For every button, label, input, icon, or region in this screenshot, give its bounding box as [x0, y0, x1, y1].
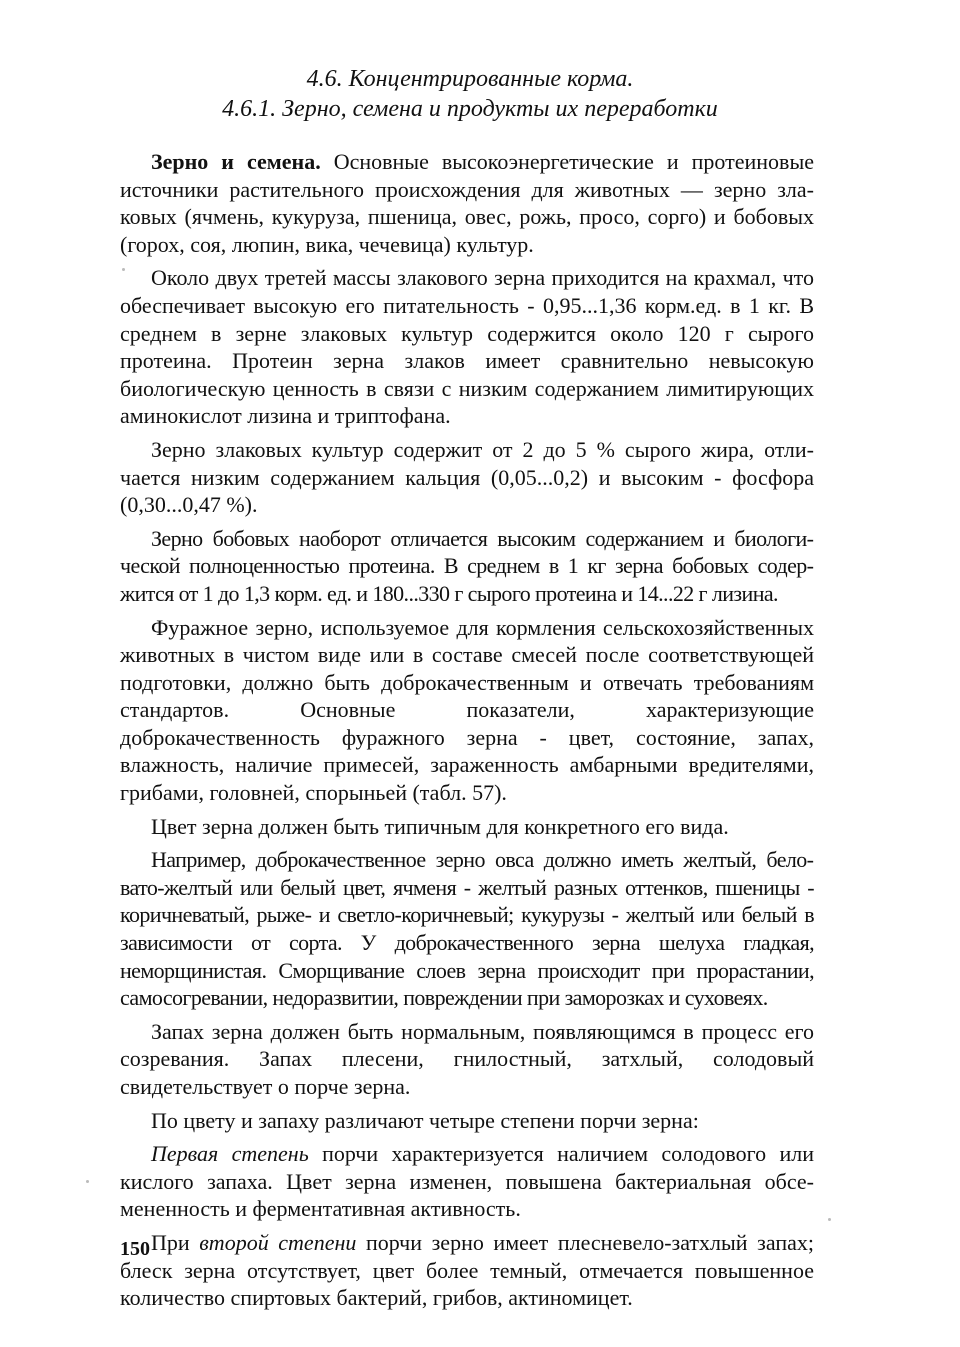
paragraph-text: Зерно злаковых культур содержит от 2 до 5 % сырого жира, отличается низким содержанием кальция (0,05...0,2) и высоким - фосфора (0,30...0,47 %). — [120, 436, 814, 518]
paragraph-pre: При — [151, 1229, 200, 1255]
paragraph-forage-grain — [120, 614, 814, 807]
paragraph-text: Цвет зерна должен быть типичным для конкретного его вида. — [151, 813, 729, 839]
paragraph-starch — [120, 264, 814, 430]
scan-speck — [828, 1218, 831, 1221]
paragraph-grain-and-seeds — [120, 148, 814, 258]
paragraph-emphasis: второй степени — [199, 1229, 357, 1255]
paragraph-text: Запах зерна должен быть нормальным, появляющимся в процесс его созревания. Запах плесени, гнилостный, затхлый, солодовый свидетельствует о порче зерна. — [120, 1018, 814, 1099]
subsection-title: 4.6.1. Зерно, семена и продукты их переработки — [222, 96, 718, 122]
paragraph-lead: Зерно и семена. — [151, 149, 321, 174]
paragraph-text: По цвету и запаху различают четыре степени порчи зерна: — [151, 1107, 699, 1133]
paragraph-text: порчи зерно имеет плесневело-затхлый запах; блеск зерна отсутствует, цвет более темный, отмечается повышенное количество спиртовых бактерий, грибов, актиномицет. — [120, 1229, 814, 1311]
paragraph-text: Например, доброкачественное зерно овса должно иметь желтый, беловато-желтый или белый цвет, ячменя - желтый разных оттенков, пшеницы - коричневатый, рыже- и светло-коричневый; кукурузы - желтый или белый в зависимости от сорта. У доброкачественного зерна шелуха гладкая, неморщинистая. Сморщивание слоев зерна происходит при прорастании, самосогревании, недоразвитии, повреждении при заморозках и суховеях. — [120, 847, 814, 1011]
paragraph-text: Основные высокоэнергетические и протеиновые источники растительного происхождения для животных — зерно злаковых (ячмень, кукуруза, пшеница, овес, рожь, просо, сорго) и бобовых (горох, соя, люпин, вика, чечевица) культур. — [120, 149, 814, 257]
paragraph-text: Около двух третей массы злакового зерна приходится на крахмал, что обеспечивает высокую его питательность - 0,95...1,36 корм.ед. в 1 кг. В среднем в зерне злаковых культур содержится около 120 г сырого протеина. Протеин зерна злаков имеет сравнительно невысокую биологическую ценность в связи с низким содержанием лимитирующих аминокислот лизина и триптофана. — [120, 265, 814, 429]
paragraph-color-examples — [120, 846, 814, 1012]
scan-speck — [122, 268, 125, 271]
paragraph-first-degree — [120, 1140, 814, 1223]
section-heading — [120, 64, 820, 124]
scan-speck — [86, 1180, 89, 1183]
paragraph-spoilage-degrees — [120, 1107, 814, 1135]
paragraph-fat-calcium — [120, 436, 814, 519]
page-number: 150 — [120, 1238, 150, 1260]
paragraph-text: Зерно бобовых наоборот отличается высоким содержанием и биологической полноценностью протеина. В среднем в 1 кг зерна бобовых содержится от 1 до 1,3 корм. ед. и 180...330 г сырого протеина и 14...22 г лизина. — [120, 525, 814, 606]
paragraph-emphasis: Первая степень — [151, 1141, 309, 1167]
section-title: 4.6. Концентрированные корма. — [306, 66, 634, 92]
paragraph-text: порчи характеризуется наличием солодового или кислого запаха. Цвет зерна изменен, повышена бактериальная обсемененность и ферментативная активность. — [120, 1141, 814, 1222]
paragraph-legumes — [120, 525, 814, 608]
paragraph-grain-smell — [120, 1018, 814, 1101]
body-text — [120, 148, 814, 1318]
paragraph-text: Фуражное зерно, используемое для кормления сельскохозяйственных животных в чистом виде или в составе смесей после соответствующей подготовки, должно быть доброкачественным и отвечать требованиям стандартов. Основные показатели, характеризующие доброкачественность фуражного зерна - цвет, состояние, запах, влажность, наличие примесей, зараженность амбарными вредителями, грибами, головней, спорыньей (табл. 57). — [120, 614, 814, 806]
paragraph-grain-color — [120, 813, 814, 841]
paragraph-second-degree — [120, 1229, 814, 1312]
